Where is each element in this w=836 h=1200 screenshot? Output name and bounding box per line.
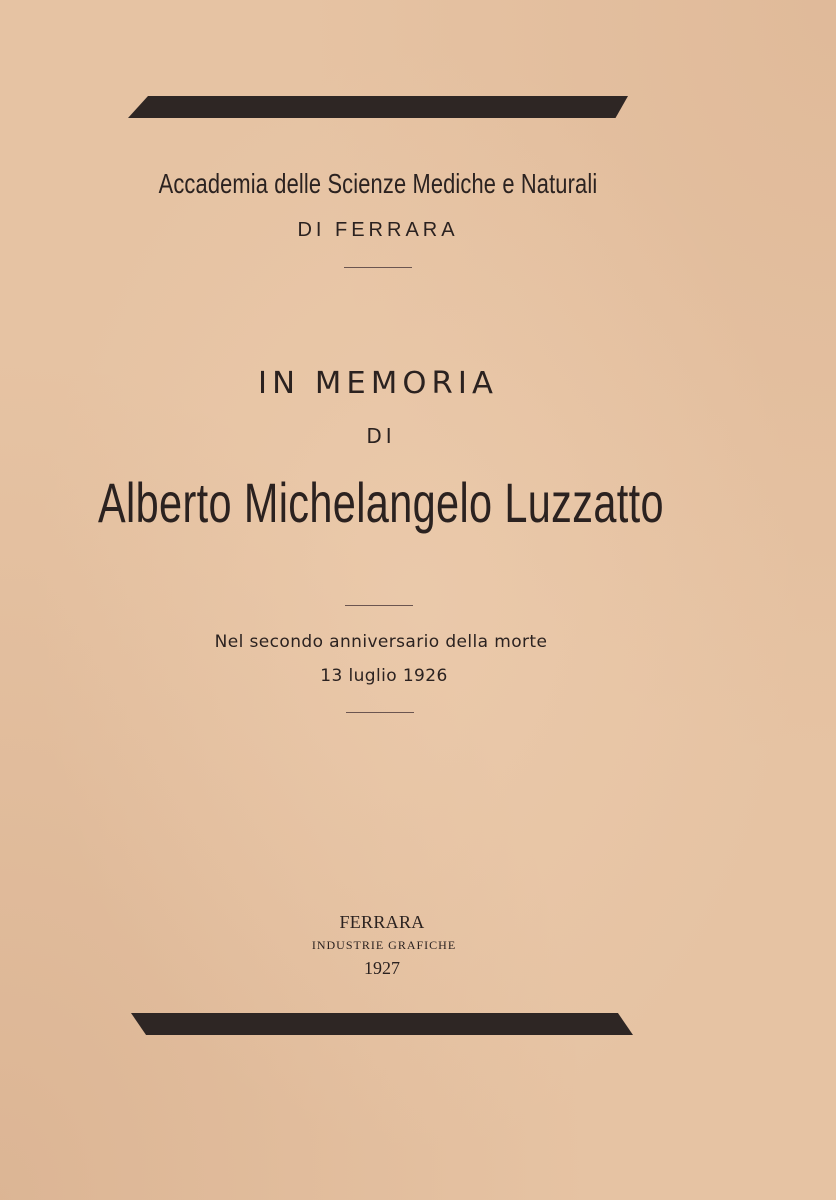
- academy-name: Accademia delle Scienze Mediche e Naturali: [158, 168, 598, 199]
- bottom-decorative-bar: [131, 1013, 633, 1035]
- person-name: Alberto Michelangelo Luzzatto: [98, 471, 664, 534]
- memorial-heading-di: DI: [366, 424, 396, 448]
- divider-rule: [346, 712, 414, 713]
- death-date: 13 luglio 1926: [320, 666, 448, 686]
- occasion-text: Nel secondo anniversario della morte: [214, 632, 548, 652]
- academy-city: DI FERRARA: [297, 219, 459, 241]
- divider-rule: [344, 267, 412, 268]
- memorial-heading: IN MEMORIA: [257, 366, 499, 401]
- top-decorative-bar: [128, 96, 628, 118]
- imprint-year: 1927: [364, 958, 400, 978]
- divider-rule: [345, 605, 413, 606]
- imprint-printer: INDUSTRIE GRAFICHE: [311, 938, 457, 952]
- imprint-city: FERRARA: [339, 912, 425, 932]
